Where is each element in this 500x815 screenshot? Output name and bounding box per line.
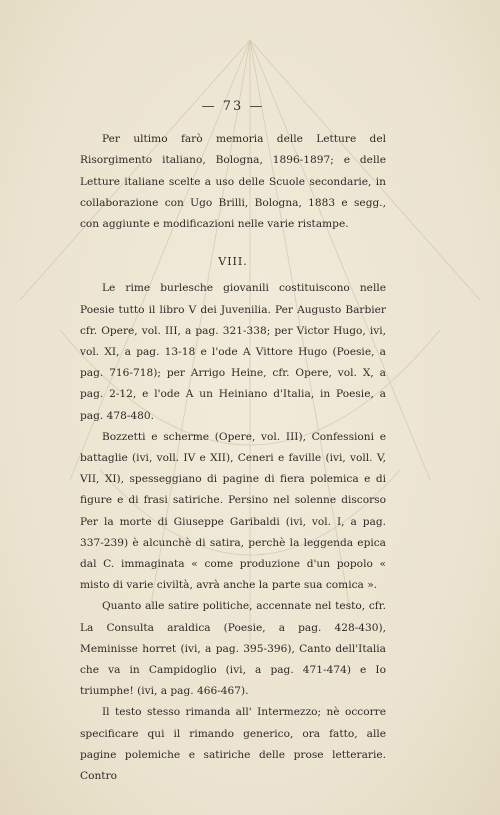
section-heading: VIII.: [218, 255, 248, 269]
page-content: [80, 96, 386, 787]
page-number: — 73 —: [201, 99, 265, 114]
paragraph-2: Le rime burlesche giovanili costituiscono nelle Poesie tutto il libro V dei Juvenilia. Per Augusto Barbier cfr. Opere, vol. III, a pag. 321-338; per Victor Hugo, ivi, vol. XI, a pag. 13-18 e l'ode A Vittore Hugo (Poesie, a pag. 716-718); per Arrigo Heine, cfr. Opere, vol. X, a pag. 2-12, e l'ode A un Heiniano d'Italia, in Poesie, a pag. 478-480.: [80, 282, 386, 422]
paragraph-5: Il testo stesso rimanda all' Intermezzo; nè occorre specificare qui il rimando generico, ora fatto, alle pagine polemiche e satiriche delle prose letterarie. Contro: [80, 706, 386, 783]
paragraph-1: Per ultimo farò memoria delle Letture del Risorgimento italiano, Bologna, 1896-1897; e delle Letture italiane scelte a uso delle Scuole secondarie, in collaborazione con Ugo Brilli, Bologna, 1883 e segg., con aggiunte e modificazioni nelle varie ristampe.: [80, 133, 386, 231]
paragraph-3: Bozzetti e scherme (Opere, vol. III), Confessioni e battaglie (ivi, voll. IV e XII), Ceneri e faville (ivi, voll. V, VII, XI), spesseggiano di pagine di fiera polemica e di figure e di frasi satiriche. Persino nel solenne discorso Per la morte di Giuseppe Garibaldi (ivi, vol. I, a pag. 337-239) è alcunchè di satira, perchè la leggenda epica dal C. immaginata « come produzione d'un popolo « misto di varie civiltà, avrà anche la parte sua comica ».: [80, 430, 386, 592]
paragraph-4: Quanto alle satire politiche, accennate nel testo, cfr. La Consulta araldica (Poesie, a pag. 428-430), Meminisse horret (ivi, a pag. 395-396), Canto dell'Italia che va in Campidoglio (ivi, a pag. 471-474) e Io triumphe! (ivi, a pag. 466-467).: [80, 600, 386, 698]
